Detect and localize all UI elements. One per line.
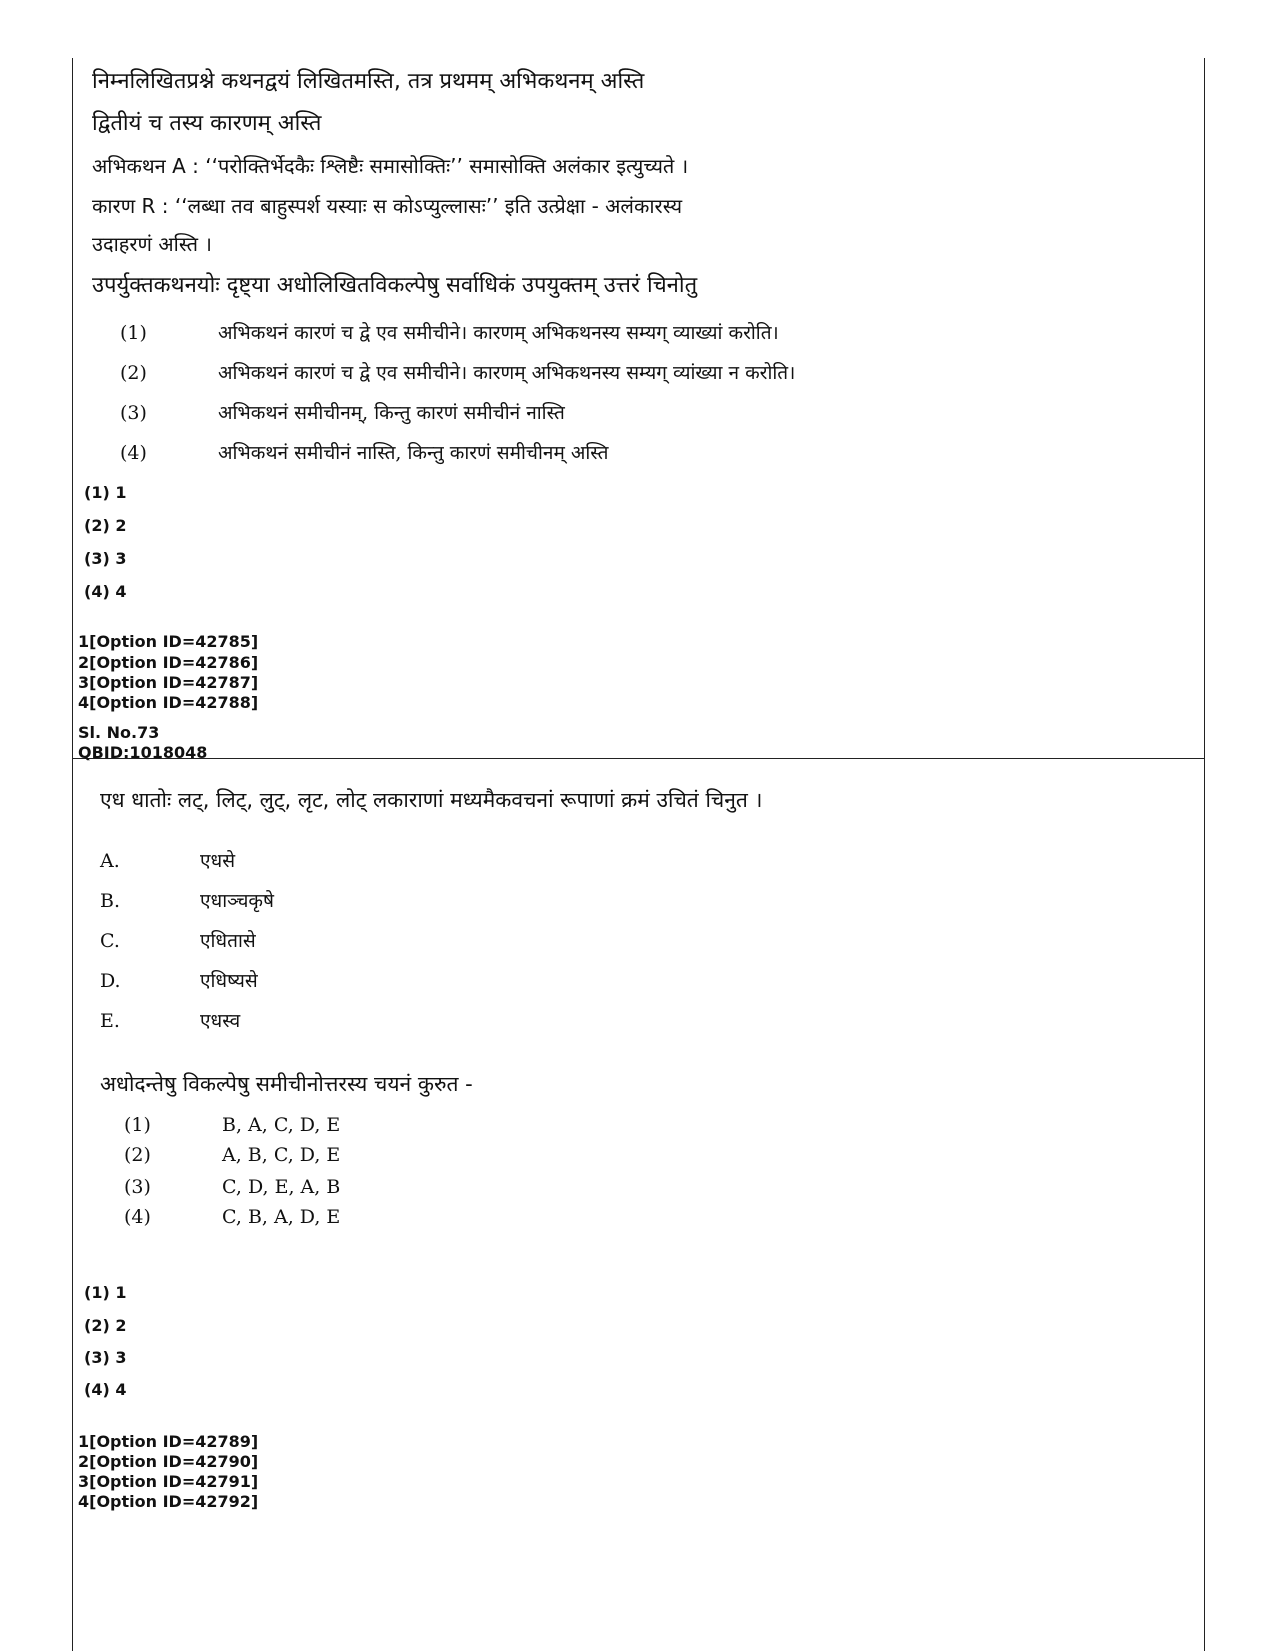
- q72-choice-2: [120, 360, 795, 386]
- q72-reason-line1: कारण R : ‘‘लब्धा तव बाहुस्पर्श यस्याः स कोऽप्युल्लासः’’ इति उत्प्रेक्षा - अलंकारस्य: [92, 194, 683, 218]
- q73-sl-no: Sl. No.73: [78, 723, 160, 742]
- question-divider: [72, 758, 1205, 759]
- q73-answer-1[interactable]: (1) 1: [84, 1283, 127, 1302]
- choice-text: अभिकथनं समीचीनं नास्ति, किन्तु कारणं समीचीनम् अस्ति: [218, 442, 609, 464]
- q73-item-b: [100, 888, 274, 914]
- choice-text: B, A, C, D, E: [222, 1114, 341, 1136]
- choice-number: (4): [124, 1206, 151, 1228]
- q72-choice-4: [120, 440, 609, 466]
- item-text: एधसे: [200, 850, 236, 872]
- choice-text: अभिकथनं समीचीनम्, किन्तु कारणं समीचीनं नास्ति: [218, 402, 565, 424]
- q73-option-id-4: 4[Option ID=42792]: [78, 1492, 259, 1511]
- q73-option-id-3: 3[Option ID=42791]: [78, 1472, 259, 1491]
- choice-text: अभिकथनं कारणं च द्वे एव समीचीने। कारणम् अभिकथनस्य सम्यग् व्याख्यां करोति।: [218, 322, 779, 344]
- q72-prompt: उपर्युक्तकथनयोः दृष्ट्या अधोलिखितविकल्पेषु सर्वाधिकं उपयुक्तम् उत्तरं चिनोतु: [92, 273, 698, 298]
- q73-answer-3[interactable]: (3) 3: [84, 1348, 127, 1367]
- q73-item-a: [100, 848, 235, 874]
- choice-number: (4): [120, 442, 147, 464]
- q72-answer-4[interactable]: (4) 4: [84, 582, 127, 601]
- q73-option-id-1: 1[Option ID=42789]: [78, 1432, 259, 1451]
- choice-number: (1): [124, 1114, 151, 1136]
- item-label: E.: [100, 1010, 120, 1032]
- q72-answer-1[interactable]: (1) 1: [84, 483, 127, 502]
- q72-choice-3: [120, 400, 565, 426]
- q73-item-d: [100, 968, 258, 994]
- q73-qbid: QBID:1018048: [78, 743, 208, 762]
- q73-answer-4[interactable]: (4) 4: [84, 1380, 127, 1399]
- q73-prompt: अधोदन्तेषु विकल्पेषु समीचीनोत्तरस्य चयनं कुरुत -: [100, 1072, 473, 1096]
- item-label: A.: [100, 850, 120, 872]
- choice-text: अभिकथनं कारणं च द्वे एव समीचीने। कारणम् अभिकथनस्य सम्यग् व्यांख्या न करोति।: [218, 362, 796, 384]
- q72-intro-line1: निम्नलिखितप्रश्ने कथनद्वयं लिखितमस्ति, तत्र प्रथमम् अभिकथनम् अस्ति: [92, 69, 645, 94]
- choice-number: (3): [124, 1176, 151, 1198]
- item-label: B.: [100, 890, 121, 912]
- q73-item-e: [100, 1008, 240, 1034]
- q73-choice-4: [124, 1204, 340, 1230]
- item-text: एधस्व: [200, 1010, 241, 1032]
- q72-assertion: अभिकथन A : ‘‘परोक्तिर्भेदकैः श्लिष्टैः समासोक्तिः’’ समासोक्ति अलंकार इत्युच्यते ।: [92, 154, 689, 178]
- q73-choice-1: [124, 1112, 340, 1138]
- choice-text: C, D, E, A, B: [222, 1176, 341, 1198]
- q72-answer-2[interactable]: (2) 2: [84, 516, 127, 535]
- choice-number: (3): [120, 402, 147, 424]
- q72-answer-3[interactable]: (3) 3: [84, 549, 127, 568]
- q72-reason-line2: उदाहरणं अस्ति ।: [92, 232, 212, 256]
- choice-text: C, B, A, D, E: [222, 1206, 341, 1228]
- item-text: एधितासे: [200, 930, 256, 952]
- q73-item-c: [100, 928, 256, 954]
- q73-option-id-2: 2[Option ID=42790]: [78, 1452, 259, 1471]
- choice-number: (2): [124, 1144, 151, 1166]
- choice-text: A, B, C, D, E: [222, 1144, 341, 1166]
- q73-choice-2: [124, 1142, 340, 1168]
- q72-option-id-3: 3[Option ID=42787]: [78, 673, 259, 692]
- q72-intro-line2: द्वितीयं च तस्य कारणम् अस्ति: [92, 111, 322, 136]
- item-label: D.: [100, 970, 121, 992]
- choice-number: (2): [120, 362, 147, 384]
- item-text: एधिष्यसे: [200, 970, 258, 992]
- item-text: एधाञ्चकृषे: [200, 890, 275, 912]
- q73-question: एध धातोः लट्, लिट्, लुट्, लृट, लोट् लकाराणां मध्यमैकवचनां रूपाणां क्रमं उचितं चिनुत ।: [100, 788, 763, 812]
- choice-number: (1): [120, 322, 147, 344]
- q72-choice-1: [120, 320, 779, 346]
- q73-choice-3: [124, 1174, 340, 1200]
- q72-option-id-2: 2[Option ID=42786]: [78, 653, 259, 672]
- item-label: C.: [100, 930, 120, 952]
- q73-answer-2[interactable]: (2) 2: [84, 1316, 127, 1335]
- q72-option-id-4: 4[Option ID=42788]: [78, 693, 259, 712]
- q72-option-id-1: 1[Option ID=42785]: [78, 632, 259, 651]
